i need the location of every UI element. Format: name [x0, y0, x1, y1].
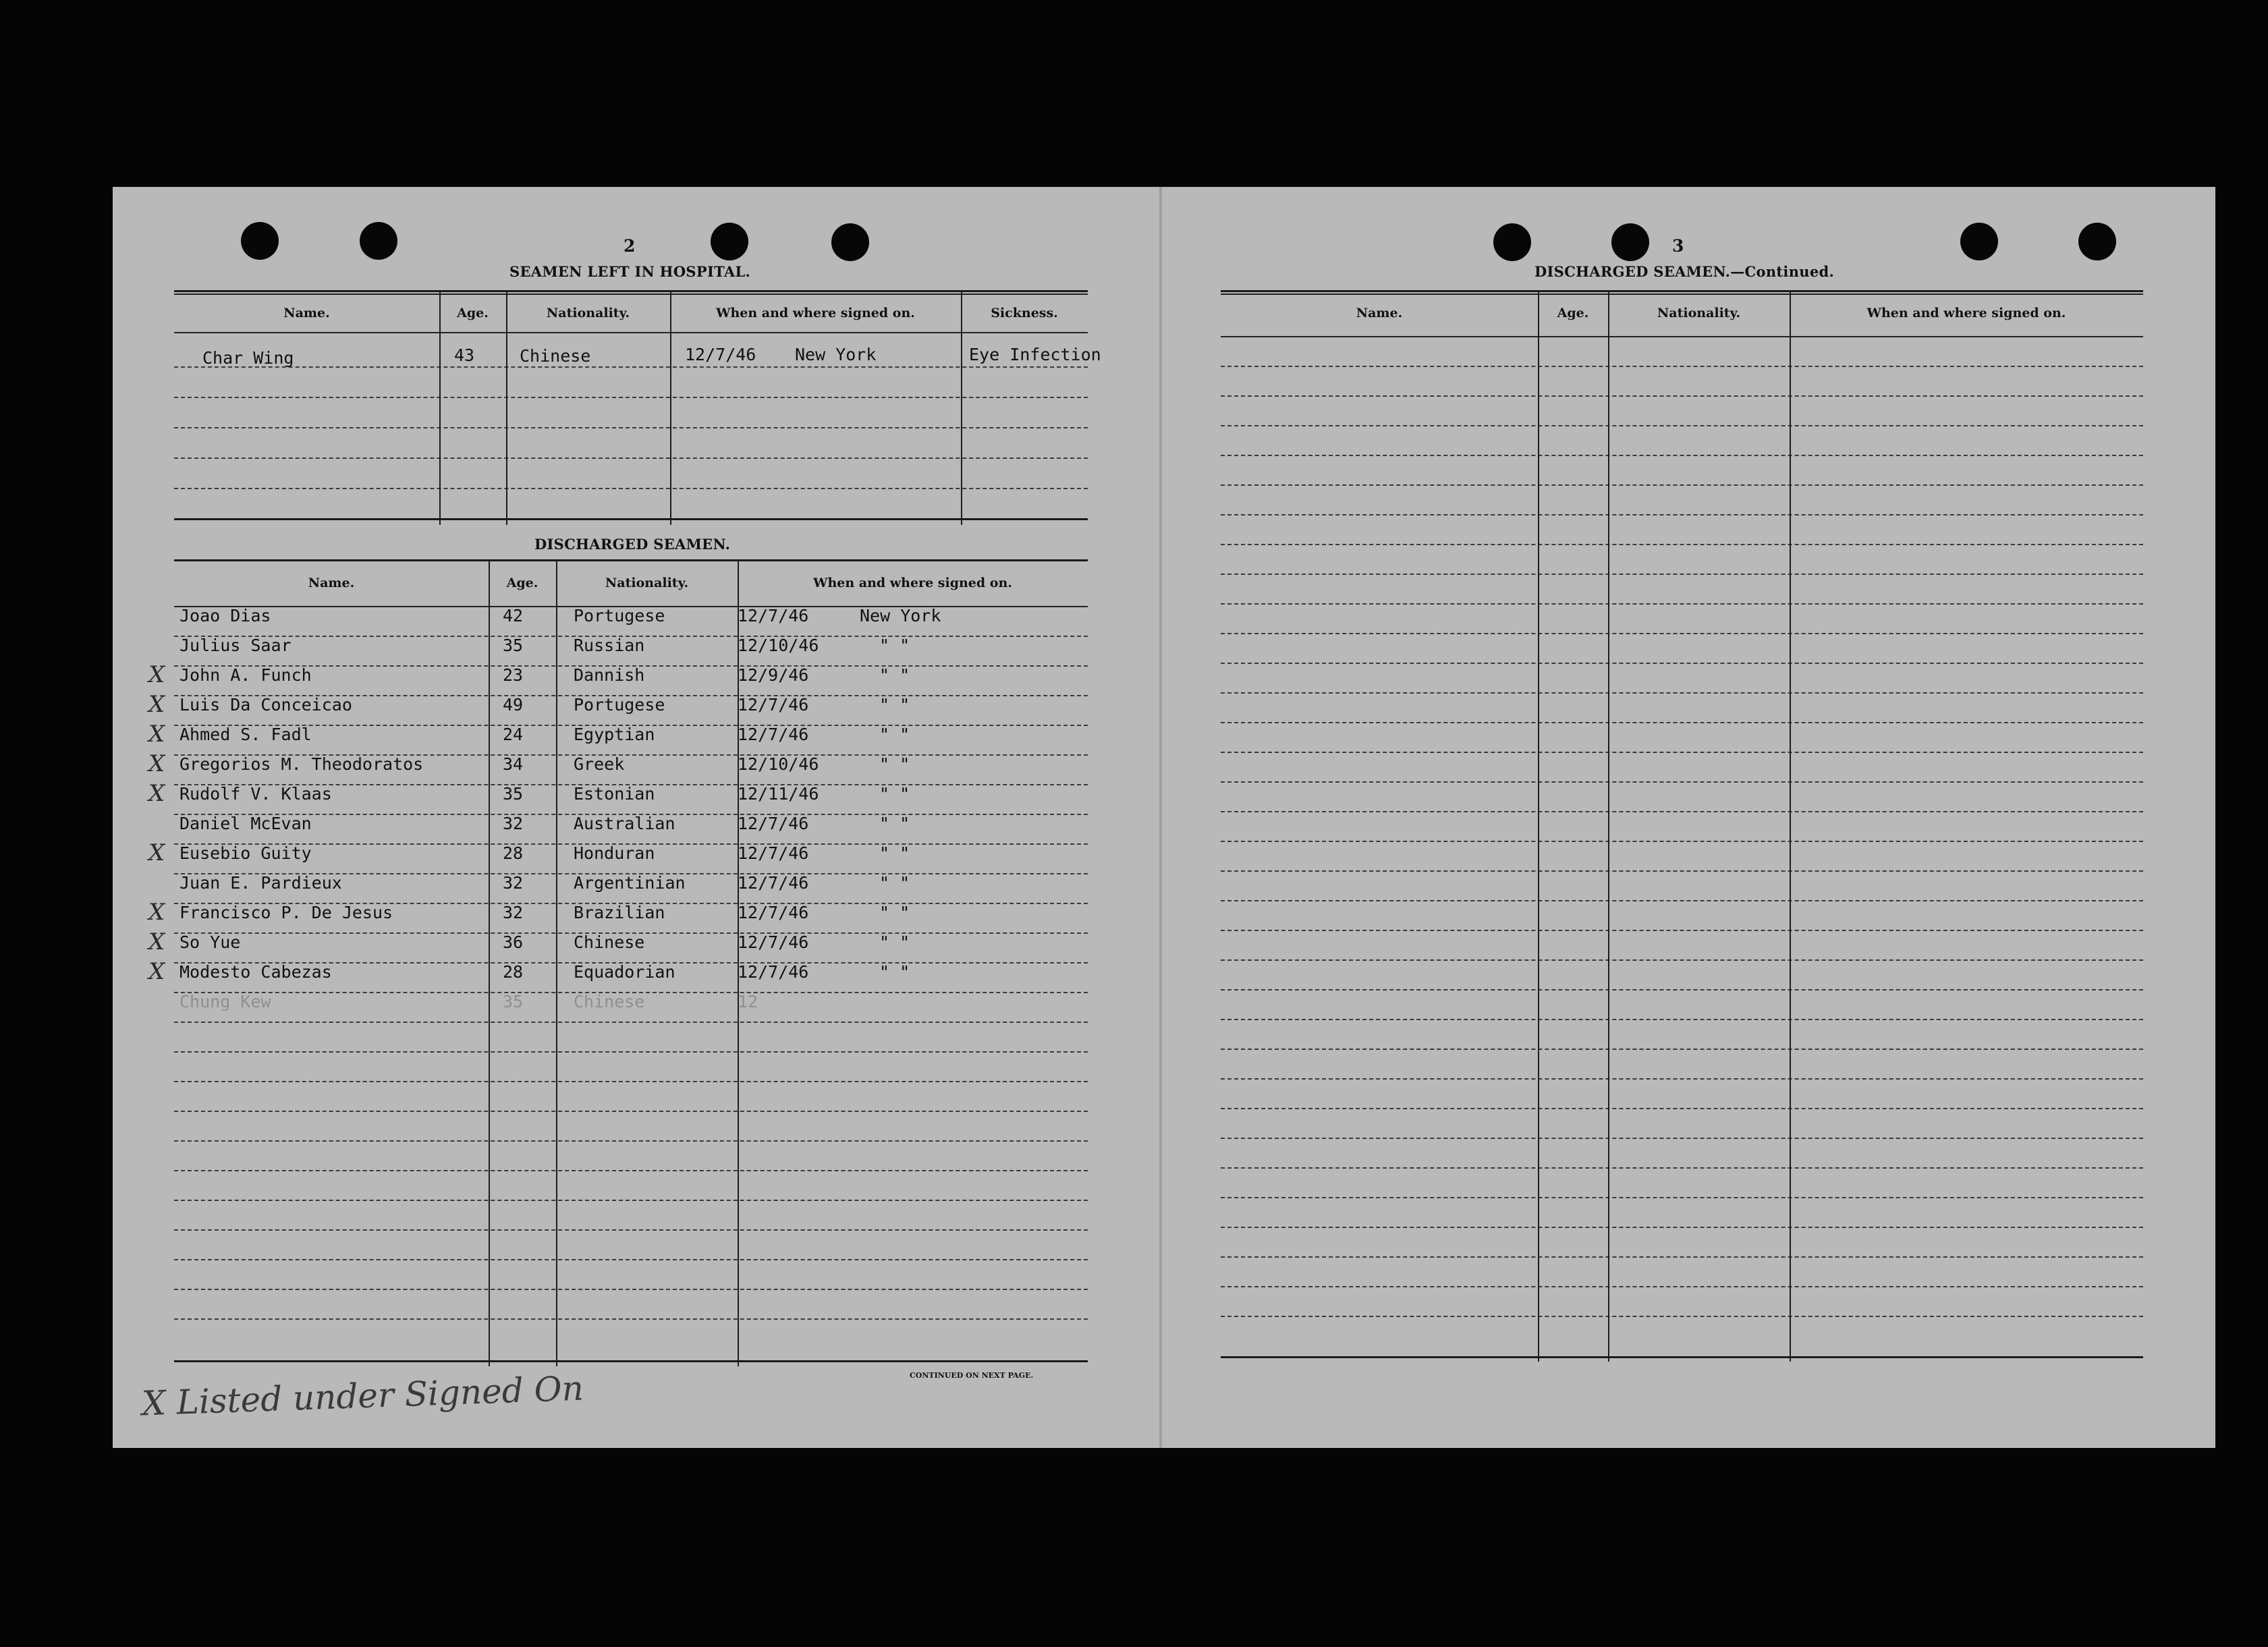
discharged-continued-title: DISCHARGED SEAMEN.—Continued. — [1534, 263, 1835, 280]
hospital-place: New York — [795, 345, 877, 364]
discharged-place: " " — [879, 814, 910, 833]
discharged-age: 36 — [503, 932, 524, 952]
discharged-nationality: Portugese — [574, 606, 665, 625]
col-header-sickness: Sickness. — [991, 306, 1058, 320]
binder-hole — [1960, 223, 1998, 260]
discharged-name: Julius Saar — [179, 636, 292, 655]
discharged-place: " " — [879, 843, 910, 863]
col-header-age: Age. — [457, 306, 489, 320]
discharged-age: 32 — [503, 814, 524, 833]
discharged-nationality: Chinese — [574, 992, 645, 1011]
col-header-signed-on: When and where signed on. — [716, 306, 915, 320]
col-header-name: Name. — [308, 576, 355, 590]
discharged-age: 23 — [503, 665, 524, 685]
col-header-nationality: Nationality. — [546, 306, 630, 320]
discharged-date: 12/7/46 — [738, 695, 809, 715]
hospital-sickness: Eye Infection — [969, 345, 1101, 364]
discharged-place: " " — [879, 873, 910, 893]
discharged-date: 12/7/46 — [738, 903, 809, 922]
discharged-nationality: Egyptian — [574, 725, 655, 744]
discharged-age: 35 — [503, 992, 524, 1011]
discharged-age: 32 — [503, 903, 524, 922]
discharged-mark: X — [148, 691, 165, 718]
handwritten-note: X Listed under Signed On — [141, 1368, 584, 1424]
discharged-place: " " — [879, 784, 910, 804]
col-header-nationality: Nationality. — [605, 576, 689, 590]
discharged-date: 12/7/46 — [738, 962, 809, 982]
hospital-section-title: SEAMEN LEFT IN HOSPITAL. — [509, 263, 751, 280]
discharged-place: " " — [879, 695, 910, 715]
discharged-continued-table — [1221, 290, 2143, 1362]
discharged-age: 28 — [503, 843, 524, 863]
col-header-name: Name. — [283, 306, 330, 320]
discharged-place: " " — [879, 962, 910, 982]
discharged-name: So Yue — [179, 932, 241, 952]
discharged-section-title: DISCHARGED SEAMEN. — [534, 536, 731, 553]
discharged-name: Rudolf V. Klaas — [179, 784, 332, 804]
discharged-date: 12/7/46 — [738, 725, 809, 744]
discharged-name: Daniel McEvan — [179, 814, 312, 833]
discharged-date: 12/11/46 — [738, 784, 819, 804]
discharged-place: " " — [879, 932, 910, 952]
discharged-mark: X — [148, 661, 165, 688]
discharged-place: " " — [879, 903, 910, 922]
col-header-name: Name. — [1356, 306, 1403, 320]
binder-hole — [360, 222, 397, 260]
discharged-mark: X — [148, 721, 165, 748]
page-fold — [1159, 187, 1162, 1448]
discharged-date: 12/10/46 — [738, 754, 819, 774]
discharged-nationality: Brazilian — [574, 903, 665, 922]
discharged-name: John A. Funch — [179, 665, 312, 685]
hospital-nationality: Chinese — [520, 346, 591, 366]
discharged-mark: X — [148, 958, 165, 985]
discharged-nationality: Chinese — [574, 932, 645, 952]
discharged-date: 12/7/46 — [738, 932, 809, 952]
discharged-nationality: Estonian — [574, 784, 655, 804]
discharged-mark: X — [148, 928, 165, 955]
discharged-age: 42 — [503, 606, 524, 625]
binder-hole — [241, 222, 279, 260]
discharged-date: 12/10/46 — [738, 636, 819, 655]
discharged-date: 12/7/46 — [738, 814, 809, 833]
hospital-name: Char Wing — [202, 348, 294, 368]
discharged-table — [148, 559, 1088, 1380]
discharged-date: 12 — [738, 992, 758, 1011]
discharged-date: 12/9/46 — [738, 665, 809, 685]
discharged-name: Joao Dias — [179, 606, 271, 625]
discharged-nationality: Dannish — [574, 665, 645, 685]
binder-hole — [2078, 223, 2116, 260]
discharged-nationality: Portugese — [574, 695, 665, 715]
discharged-nationality: Honduran — [574, 843, 655, 863]
discharged-nationality: Russian — [574, 636, 645, 655]
discharged-nationality: Greek — [574, 754, 625, 774]
discharged-nationality: Australian — [574, 814, 675, 833]
col-header-age: Age. — [1557, 306, 1589, 320]
discharged-date: 12/7/46 — [738, 873, 809, 893]
continued-note: CONTINUED ON NEXT PAGE. — [910, 1371, 1034, 1380]
binder-hole — [711, 223, 748, 260]
discharged-nationality: Argentinian — [574, 873, 686, 893]
discharged-place: " " — [879, 636, 910, 655]
discharged-name: Luis Da Conceicao — [179, 695, 352, 715]
discharged-name: Juan E. Pardieux — [179, 873, 342, 893]
binder-hole — [831, 223, 869, 261]
binder-hole — [1611, 223, 1649, 261]
page-number: 2 — [624, 236, 636, 256]
discharged-nationality: Equadorian — [574, 962, 675, 982]
hospital-date: 12/7/46 — [685, 345, 756, 364]
discharged-place: " " — [879, 665, 910, 685]
col-header-nationality: Nationality. — [1657, 306, 1741, 320]
discharged-date: 12/7/46 — [738, 606, 809, 625]
discharged-name: Gregorios M. Theodoratos — [179, 754, 424, 774]
discharged-age: 35 — [503, 636, 524, 655]
discharged-mark: X — [148, 750, 165, 777]
page-number: 3 — [1672, 236, 1684, 256]
col-header-signed-on: When and where signed on. — [1866, 306, 2066, 320]
discharged-mark: X — [148, 780, 165, 807]
discharged-name: Chung Kew — [179, 992, 271, 1011]
discharged-place: New York — [860, 606, 941, 625]
discharged-place: " " — [879, 725, 910, 744]
discharged-age: 35 — [503, 784, 524, 804]
discharged-date: 12/7/46 — [738, 843, 809, 863]
discharged-name: Ahmed S. Fadl — [179, 725, 312, 744]
discharged-name: Modesto Cabezas — [179, 962, 332, 982]
discharged-age: 34 — [503, 754, 524, 774]
discharged-name: Francisco P. De Jesus — [179, 903, 393, 922]
discharged-age: 28 — [503, 962, 524, 982]
discharged-age: 49 — [503, 695, 524, 715]
discharged-age: 32 — [503, 873, 524, 893]
col-header-age: Age. — [506, 576, 538, 590]
binder-hole — [1493, 223, 1531, 261]
hospital-age: 43 — [454, 345, 475, 365]
discharged-mark: X — [148, 899, 165, 926]
discharged-mark: X — [148, 839, 165, 866]
col-header-signed-on: When and where signed on. — [813, 576, 1012, 590]
discharged-name: Eusebio Guity — [179, 843, 312, 863]
discharged-place: " " — [879, 754, 910, 774]
hospital-table — [174, 290, 1101, 525]
discharged-age: 24 — [503, 725, 524, 744]
